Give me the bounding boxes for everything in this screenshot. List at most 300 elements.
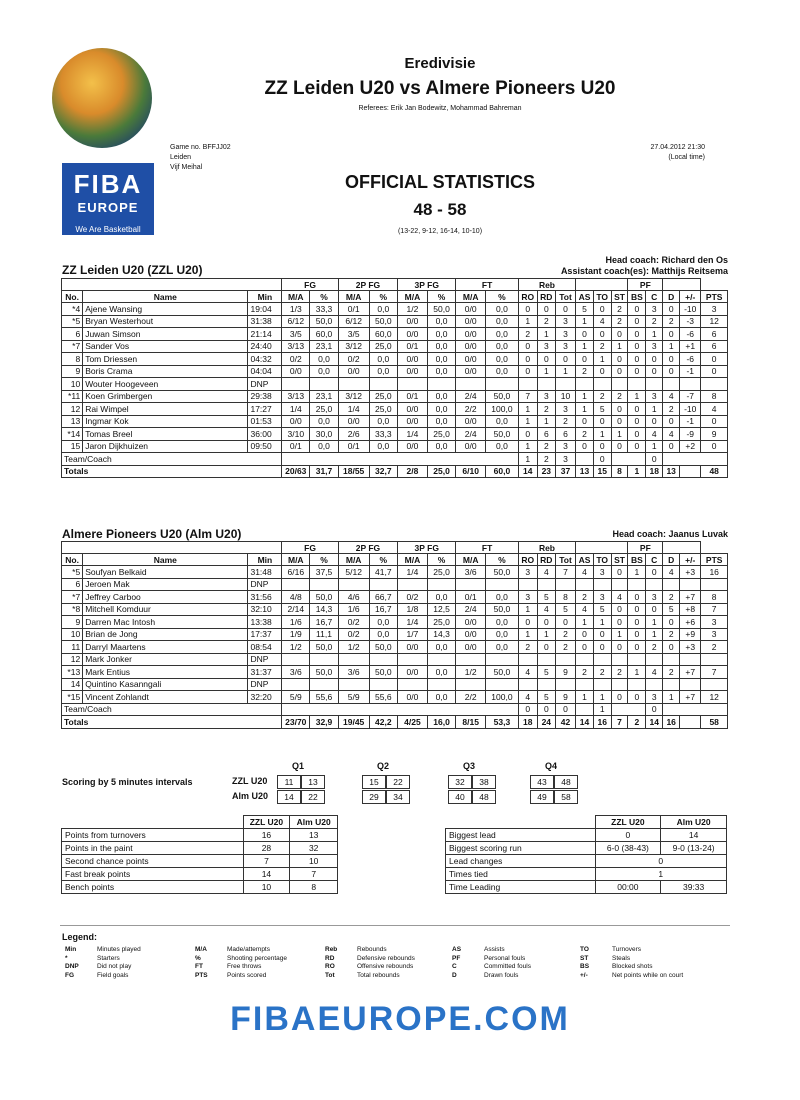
player-name: Boris Crama [83, 365, 248, 378]
stat-cell: 42 [555, 716, 575, 729]
stat-cell: 0/0 [456, 365, 486, 378]
stat-cell [680, 653, 701, 666]
legend-abbr: FT [195, 963, 203, 970]
stat-cell: 0 [663, 641, 680, 654]
row-label: Time Leading [446, 881, 596, 894]
stat-cell [398, 578, 428, 591]
team1-head-coach: Head coach: Richard den Os [605, 255, 728, 265]
stat-cell: 0/0 [456, 340, 486, 353]
scoring-cell: 22 [386, 775, 410, 789]
column-header-cell: TO [593, 554, 611, 566]
legend-abbr: Tot [325, 971, 335, 979]
stat-cell: 6/10 [456, 465, 486, 478]
stat-cell: 8 [555, 591, 575, 604]
stat-cell: 0 [701, 440, 728, 453]
stat-cell: 0/0 [456, 328, 486, 341]
stat-cell: 16,7 [369, 603, 398, 616]
stat-cell [456, 678, 486, 691]
stat-cell: 25,0 [427, 465, 456, 478]
stat-cell: 6 [62, 578, 83, 591]
player-name: Darren Mac Intosh [83, 616, 248, 629]
stat-cell: 1 [576, 403, 594, 416]
column-header-cell: Tot [555, 291, 575, 303]
stat-cell: 1 [628, 390, 646, 403]
stat-cell: 2 [663, 591, 680, 604]
stat-cell: 0 [593, 641, 611, 654]
stat-cell: 2 [663, 315, 680, 328]
stat-cell: 1/4 [338, 403, 369, 416]
totals-row [62, 465, 728, 478]
stat-cell: 0,0 [369, 628, 398, 641]
stat-cell: -10 [680, 303, 701, 316]
stat-cell: 50,0 [486, 666, 519, 679]
stat-cell: 2/4 [456, 390, 486, 403]
stat-cell: +3 [680, 566, 701, 579]
row-label: Biggest lead [446, 829, 596, 842]
stat-cell: 0 [701, 353, 728, 366]
stat-cell: 50,0 [486, 428, 519, 441]
stat-cell: 4 [518, 666, 537, 679]
stat-cell [646, 578, 663, 591]
legend-entry [195, 963, 261, 972]
stat-cell: 1/6 [282, 616, 310, 629]
legend-desc: Net points while on court [612, 971, 684, 979]
stat-cell: 1/2 [398, 303, 428, 316]
column-header-cell: RD [537, 554, 555, 566]
stat-cell: 1 [628, 566, 646, 579]
stat-cell: 0 [628, 691, 646, 704]
stat-cell: 13 [663, 465, 680, 478]
stat-cell: 3 [646, 303, 663, 316]
stat-cell: 6 [537, 428, 555, 441]
group-header-cell: 2P FG [338, 279, 397, 291]
stat-cell [456, 653, 486, 666]
blank-cell [282, 453, 519, 466]
stat-cell: 15 [62, 440, 83, 453]
stat-cell: 100,0 [486, 403, 519, 416]
stat-cell: 8 [290, 881, 338, 894]
column-header-cell: D [663, 291, 680, 303]
stat-cell [701, 578, 728, 591]
stat-cell: 0 [518, 340, 537, 353]
stat-cell [576, 653, 594, 666]
stat-cell: -10 [680, 403, 701, 416]
row-label: Fast break points [62, 868, 244, 881]
stat-cell: 0/0 [282, 415, 310, 428]
stat-cell: 33,3 [369, 428, 398, 441]
stat-cell: 0 [611, 415, 628, 428]
stat-cell [611, 378, 628, 391]
player-name: Tom Driessen [83, 353, 248, 366]
stat-cell: 1 [663, 691, 680, 704]
legend-desc: Steals [612, 954, 631, 962]
stat-cell: 0,0 [427, 415, 456, 428]
player-name: Mitchell Komduur [83, 603, 248, 616]
stat-cell: 0,0 [369, 415, 398, 428]
stat-cell: 7 [701, 603, 728, 616]
stat-cell: 1 [537, 328, 555, 341]
stat-cell: 0,0 [427, 440, 456, 453]
stat-cell: 0/0 [398, 403, 428, 416]
blank-cell [576, 703, 594, 716]
group-header-cell: 3P FG [398, 279, 456, 291]
stat-cell: 2 [518, 641, 537, 654]
stat-cell: +6 [680, 616, 701, 629]
stat-cell: 50,0 [310, 641, 339, 654]
lead-table [445, 815, 727, 894]
stat-cell: 0 [628, 415, 646, 428]
stat-cell: 0 [628, 641, 646, 654]
stat-cell: 31:56 [248, 591, 282, 604]
stat-cell: 25,0 [427, 616, 456, 629]
stat-cell: 0,0 [427, 340, 456, 353]
stat-cell: 6 [62, 328, 83, 341]
scoring-team-label: ZZL U20 [232, 776, 268, 786]
stat-cell: 0 [611, 566, 628, 579]
player-name: Darryl Maartens [83, 641, 248, 654]
column-header-cell: No. [62, 291, 83, 303]
column-header-cell: C [646, 291, 663, 303]
stat-cell: 1/8 [398, 603, 428, 616]
stat-cell: 3 [593, 591, 611, 604]
stat-cell: 0 [628, 328, 646, 341]
blank-cell [62, 279, 282, 291]
small-table-header [446, 816, 727, 829]
stat-cell: 0 [646, 365, 663, 378]
stat-cell: 0,0 [486, 616, 519, 629]
legend-abbr: RD [325, 954, 335, 962]
stat-cell: 0,0 [427, 641, 456, 654]
stat-cell [338, 578, 369, 591]
legend-entry [325, 972, 400, 981]
stat-cell: 1 [593, 616, 611, 629]
player-name: Bryan Westerhout [83, 315, 248, 328]
stat-cell: 1 [646, 440, 663, 453]
stat-cell: 55,6 [369, 691, 398, 704]
small-table-row [62, 842, 338, 855]
stat-cell: 0,0 [310, 365, 339, 378]
legend-entry [325, 955, 415, 964]
column-header-cell: M/A [338, 291, 369, 303]
stat-cell: 0 [611, 641, 628, 654]
stat-cell: 2/6 [338, 428, 369, 441]
stat-cell: 53,3 [486, 716, 519, 729]
stat-cell: 12,5 [427, 603, 456, 616]
stat-cell: 0/0 [398, 365, 428, 378]
stat-cell: 1 [518, 440, 537, 453]
table-row [62, 603, 728, 616]
stat-cell [486, 378, 519, 391]
stat-cell: 1 [593, 353, 611, 366]
scoring-cell: 43 [530, 775, 554, 789]
stat-cell [338, 653, 369, 666]
stat-cell [537, 578, 555, 591]
stat-cell: 0,0 [427, 403, 456, 416]
stat-cell: 24:40 [248, 340, 282, 353]
legend-desc: Rebounds [357, 946, 387, 953]
stat-cell: *4 [62, 303, 83, 316]
stat-cell: 0 [576, 641, 594, 654]
small-table-row [446, 881, 727, 894]
stat-cell: 0 [576, 440, 594, 453]
legend-abbr: PF [452, 954, 461, 962]
game-date: 27.04.2012 21:30 [650, 144, 705, 151]
stat-cell: 0,0 [427, 691, 456, 704]
legend-desc: Did not play [97, 963, 132, 970]
stat-cell: 2 [518, 328, 537, 341]
stat-cell: 4 [537, 603, 555, 616]
stat-cell: 5 [537, 691, 555, 704]
table-column-header [62, 554, 728, 566]
legend-abbr: DNP [65, 963, 79, 970]
table-row [62, 303, 728, 316]
stat-cell: 0 [611, 616, 628, 629]
stat-cell: 0 [611, 440, 628, 453]
stat-cell [593, 678, 611, 691]
stat-cell: 12 [701, 691, 728, 704]
stat-cell: 5 [663, 603, 680, 616]
column-header-cell: No. [62, 554, 83, 566]
game-city: Leiden [170, 154, 192, 161]
stat-cell: 16,7 [310, 616, 339, 629]
legend-entry [580, 955, 630, 964]
legend-abbr: TO [580, 946, 589, 953]
stat-cell: 4 [576, 566, 594, 579]
blank-cell [663, 453, 728, 466]
stat-cell: 60,0 [486, 465, 519, 478]
stat-cell: 0,0 [486, 628, 519, 641]
stat-cell: 5/9 [282, 691, 310, 704]
small-table-row [62, 855, 338, 868]
stat-cell [555, 653, 575, 666]
legend-abbr: D [452, 971, 457, 979]
player-name: Mark Entius [83, 666, 248, 679]
stat-cell [310, 678, 339, 691]
stat-cell: 0 [628, 428, 646, 441]
stat-cell: 31,7 [310, 465, 339, 478]
stat-cell: 3/13 [282, 390, 310, 403]
stat-cell: 55,6 [310, 691, 339, 704]
stat-cell: 50,0 [486, 603, 519, 616]
stat-cell: 0 [628, 315, 646, 328]
stat-cell: 3 [593, 566, 611, 579]
player-name: Tomas Breel [83, 428, 248, 441]
column-header-cell: +/- [680, 554, 701, 566]
stat-cell: 0,0 [369, 616, 398, 629]
scoring-cell: 15 [362, 775, 386, 789]
stat-cell: 3/5 [338, 328, 369, 341]
blank-cell [576, 453, 594, 466]
legend-desc: Committed fouls [484, 963, 531, 970]
stat-cell: 5 [537, 666, 555, 679]
stat-cell: 1 [537, 365, 555, 378]
table-row [62, 691, 728, 704]
stat-cell: 0 [537, 703, 555, 716]
scoring-cell: 40 [448, 790, 472, 804]
stat-cell: 37,5 [310, 566, 339, 579]
stat-cell: 0/1 [338, 440, 369, 453]
stat-cell: 0,0 [427, 666, 456, 679]
stat-cell: 1 [646, 328, 663, 341]
stat-cell: 32 [290, 842, 338, 855]
table-row [62, 440, 728, 453]
stat-cell: 0 [628, 303, 646, 316]
table-row [62, 403, 728, 416]
legend-divider [60, 925, 730, 926]
stat-cell: 50,0 [369, 315, 398, 328]
stat-cell: 2/8 [398, 465, 428, 478]
stat-cell: 3 [555, 315, 575, 328]
stat-cell: 0 [701, 365, 728, 378]
fiba-logo-text: FIBA [73, 169, 143, 199]
stat-cell: 1 [518, 603, 537, 616]
stat-cell: 0 [537, 641, 555, 654]
player-name: Rai Wimpel [83, 403, 248, 416]
column-header-cell: Tot [555, 554, 575, 566]
stat-cell: 4 [663, 428, 680, 441]
stat-cell [646, 678, 663, 691]
table-row [62, 653, 728, 666]
column-header-cell: RO [518, 554, 537, 566]
stat-cell: 2 [537, 453, 555, 466]
row-label: Bench points [62, 881, 244, 894]
column-header-cell: PTS [701, 291, 728, 303]
stat-cell: 10 [555, 390, 575, 403]
legend-title: Legend: [62, 932, 97, 942]
stat-cell [611, 678, 628, 691]
legend-abbr: +/- [580, 971, 588, 979]
stat-cell: 0 [593, 328, 611, 341]
legend-abbr: FG [65, 971, 75, 979]
stat-cell: 0/0 [398, 328, 428, 341]
stat-cell: 0 [593, 440, 611, 453]
stat-cell: 60,0 [310, 328, 339, 341]
scoring-team-label: Alm U20 [232, 791, 269, 801]
stat-cell: 1 [611, 428, 628, 441]
table-column-header [62, 291, 728, 303]
stat-cell [646, 653, 663, 666]
scoring-intervals-label: Scoring by 5 minutes intervals [62, 777, 193, 787]
stat-cell: +2 [680, 440, 701, 453]
quarter-header: Q4 [545, 761, 558, 771]
stat-cell: 1/7 [398, 628, 428, 641]
stat-cell: 5/12 [338, 566, 369, 579]
stat-cell: 3 [555, 440, 575, 453]
stat-cell: 04:04 [248, 365, 282, 378]
stat-cell: 2 [537, 315, 555, 328]
stat-cell [427, 653, 456, 666]
quarter-header: Q2 [377, 761, 390, 771]
stat-cell: 23,1 [310, 390, 339, 403]
player-name: Mark Jonker [83, 653, 248, 666]
group-header-cell: 3P FG [398, 542, 456, 554]
stat-cell: 0 [646, 415, 663, 428]
legend-desc: Points scored [227, 971, 267, 979]
stat-cell: 32,7 [369, 465, 398, 478]
stat-cell: 6/12 [338, 315, 369, 328]
stat-cell: 3 [518, 591, 537, 604]
stat-cell [282, 678, 310, 691]
stat-cell: 1/3 [282, 303, 310, 316]
column-header-cell: Min [248, 291, 282, 303]
stat-cell [310, 653, 339, 666]
league-name: Eredivisie [404, 55, 476, 72]
stat-cell: 7 [611, 716, 628, 729]
stat-cell: 25,0 [369, 340, 398, 353]
stat-cell: 24 [537, 716, 555, 729]
stat-cell: 1/4 [398, 616, 428, 629]
match-title: ZZ Leiden U20 vs Almere Pioneers U20 [264, 78, 616, 99]
stat-cell: 0/0 [398, 666, 428, 679]
legend-desc: Personal fouls [484, 954, 526, 962]
group-header-cell: PF [628, 542, 663, 554]
stat-cell: 50,0 [486, 566, 519, 579]
stat-cell: 0 [537, 303, 555, 316]
stat-cell: 0,0 [427, 365, 456, 378]
stat-cell: 2 [611, 390, 628, 403]
stat-cell: -3 [680, 315, 701, 328]
stat-cell: 2 [611, 303, 628, 316]
stat-cell: 09:50 [248, 440, 282, 453]
stat-cell: 3 [518, 566, 537, 579]
table-row [62, 353, 728, 366]
stat-cell: 3 [646, 390, 663, 403]
stat-cell: 20/63 [282, 465, 310, 478]
stat-cell: 31:38 [248, 315, 282, 328]
stat-cell: 3 [701, 616, 728, 629]
stat-cell: 0/0 [456, 353, 486, 366]
stat-cell: 0/1 [282, 440, 310, 453]
stat-cell: 48 [701, 465, 728, 478]
stat-cell: 29:38 [248, 390, 282, 403]
stat-cell: 7 [555, 566, 575, 579]
stat-cell: 3/12 [338, 390, 369, 403]
stat-cell: 0/0 [398, 353, 428, 366]
column-header-cell: D [663, 554, 680, 566]
column-header-cell: % [486, 291, 519, 303]
stat-cell: 31:37 [248, 666, 282, 679]
row-label: Lead changes [446, 855, 596, 868]
stat-cell: 0 [611, 353, 628, 366]
stat-cell: 21:14 [248, 328, 282, 341]
stat-cell: 0/0 [456, 440, 486, 453]
small-table-header-cell: ZZL U20 [595, 816, 661, 829]
stat-cell: 6-0 (38-43) [595, 842, 661, 855]
stat-cell: *15 [62, 691, 83, 704]
stat-cell: 0,0 [427, 591, 456, 604]
totals-label: Totals [62, 716, 282, 729]
stat-cell [398, 653, 428, 666]
stat-cell: 19:04 [248, 303, 282, 316]
stat-cell: 0/0 [398, 415, 428, 428]
legend-abbr: BS [580, 963, 590, 970]
stat-cell: 0,0 [369, 440, 398, 453]
stat-cell: 2 [537, 403, 555, 416]
team-coach-label: Team/Coach [62, 703, 282, 716]
stat-cell: DNP [248, 578, 282, 591]
stat-cell [398, 378, 428, 391]
stat-cell: 1 [593, 703, 611, 716]
stat-cell: 3 [646, 340, 663, 353]
stat-cell: 0 [593, 628, 611, 641]
stat-cell: 50,0 [369, 666, 398, 679]
stat-cell: 0 [593, 303, 611, 316]
stat-cell: 10 [290, 855, 338, 868]
stat-cell: 10 [62, 628, 83, 641]
stat-cell [310, 378, 339, 391]
quarter-scores: (13-22, 9-12, 16-14, 10-10) [397, 228, 483, 235]
stat-cell: 2 [611, 315, 628, 328]
